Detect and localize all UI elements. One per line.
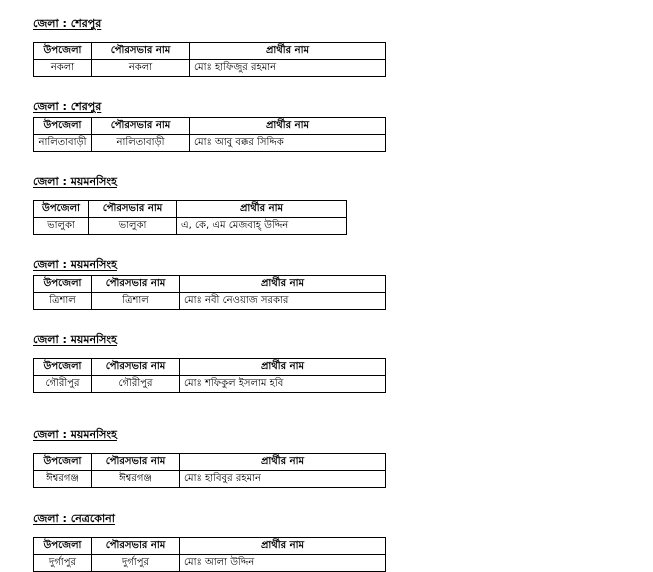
cell-candidate: মোঃ হাবিবুর রহমান	[180, 471, 386, 488]
cell-upazila: ভালুকা	[34, 218, 89, 235]
table-header-row	[34, 359, 386, 376]
district-heading: জেলা : শেরপুর	[33, 100, 102, 113]
cell-upazila: নকলা	[34, 60, 92, 77]
cell-municipality: গৌরীপুর	[92, 376, 180, 393]
cell-municipality: দুর্গাপুর	[92, 555, 180, 572]
cell-candidate: মোঃ আলা উদ্দিন	[180, 555, 386, 572]
header-municipality: পৌরসভার নাম	[92, 359, 180, 376]
cell-candidate: মোঃ নবী নেওয়াজ সরকার	[180, 293, 386, 310]
header-municipality: পৌরসভার নাম	[92, 276, 180, 293]
header-candidate: প্রার্থীর নাম	[180, 538, 386, 555]
cell-upazila: দুর্গাপুর	[34, 555, 92, 572]
cell-municipality: নকলা	[92, 60, 190, 77]
cell-candidate: এ, কে, এম মেজবাহ্‌ উদ্দিন	[177, 218, 347, 235]
header-municipality: পৌরসভার নাম	[92, 538, 180, 555]
candidate-table	[33, 453, 386, 488]
district-heading: জেলা : ময়মনসিংহ	[33, 175, 117, 188]
cell-municipality: ত্রিশাল	[92, 293, 180, 310]
header-candidate: প্রার্থীর নাম	[180, 359, 386, 376]
header-upazila: উপজেলা	[34, 118, 92, 135]
candidate-table	[33, 358, 386, 393]
cell-candidate: মোঃ শফিকুল ইসলাম হবি	[180, 376, 386, 393]
cell-municipality: ভালুকা	[89, 218, 177, 235]
district-heading: জেলা : ময়মনসিংহ	[33, 258, 117, 271]
header-upazila: উপজেলা	[34, 538, 92, 555]
header-candidate: প্রার্থীর নাম	[177, 201, 347, 218]
district-heading: জেলা : নেত্রকোনা	[33, 512, 115, 525]
header-upazila: উপজেলা	[34, 43, 92, 60]
candidate-table	[33, 200, 347, 235]
table-header-row	[34, 201, 347, 218]
cell-municipality: ঈশ্বরগঞ্জ	[92, 471, 180, 488]
cell-upazila: নালিতাবাড়ী	[34, 135, 92, 152]
table-header-row	[34, 538, 386, 555]
cell-upazila: ঈশ্বরগঞ্জ	[34, 471, 92, 488]
district-heading: জেলা : ময়মনসিংহ	[33, 428, 117, 441]
cell-municipality: নালিতাবাড়ী	[92, 135, 190, 152]
cell-upazila: গৌরীপুর	[34, 376, 92, 393]
table-header-row	[34, 276, 386, 293]
cell-candidate: মোঃ হাফিজুর রহমান	[190, 60, 386, 77]
header-candidate: প্রার্থীর নাম	[190, 43, 386, 60]
table-header-row	[34, 454, 386, 471]
table-row	[34, 60, 386, 77]
header-candidate: প্রার্থীর নাম	[180, 276, 386, 293]
district-heading: জেলা : শেরপুর	[33, 17, 102, 30]
candidate-table	[33, 42, 386, 77]
table-row	[34, 376, 386, 393]
table-header-row	[34, 118, 386, 135]
header-municipality: পৌরসভার নাম	[89, 201, 177, 218]
cell-upazila: ত্রিশাল	[34, 293, 92, 310]
header-upazila: উপজেলা	[34, 454, 92, 471]
table-row	[34, 555, 386, 572]
header-candidate: প্রার্থীর নাম	[190, 118, 386, 135]
table-row	[34, 135, 386, 152]
header-municipality: পৌরসভার নাম	[92, 454, 180, 471]
header-upazila: উপজেলা	[34, 359, 92, 376]
header-upazila: উপজেলা	[34, 201, 89, 218]
header-municipality: পৌরসভার নাম	[92, 43, 190, 60]
header-municipality: পৌরসভার নাম	[92, 118, 190, 135]
table-header-row	[34, 43, 386, 60]
district-heading: জেলা : ময়মনসিংহ	[33, 333, 117, 346]
candidate-table	[33, 117, 386, 152]
table-row	[34, 471, 386, 488]
cell-candidate: মোঃ আবু বক্কর সিদ্দিক	[190, 135, 386, 152]
table-row	[34, 218, 347, 235]
candidate-table	[33, 275, 386, 310]
header-candidate: প্রার্থীর নাম	[180, 454, 386, 471]
candidate-table	[33, 537, 386, 572]
header-upazila: উপজেলা	[34, 276, 92, 293]
table-row	[34, 293, 386, 310]
